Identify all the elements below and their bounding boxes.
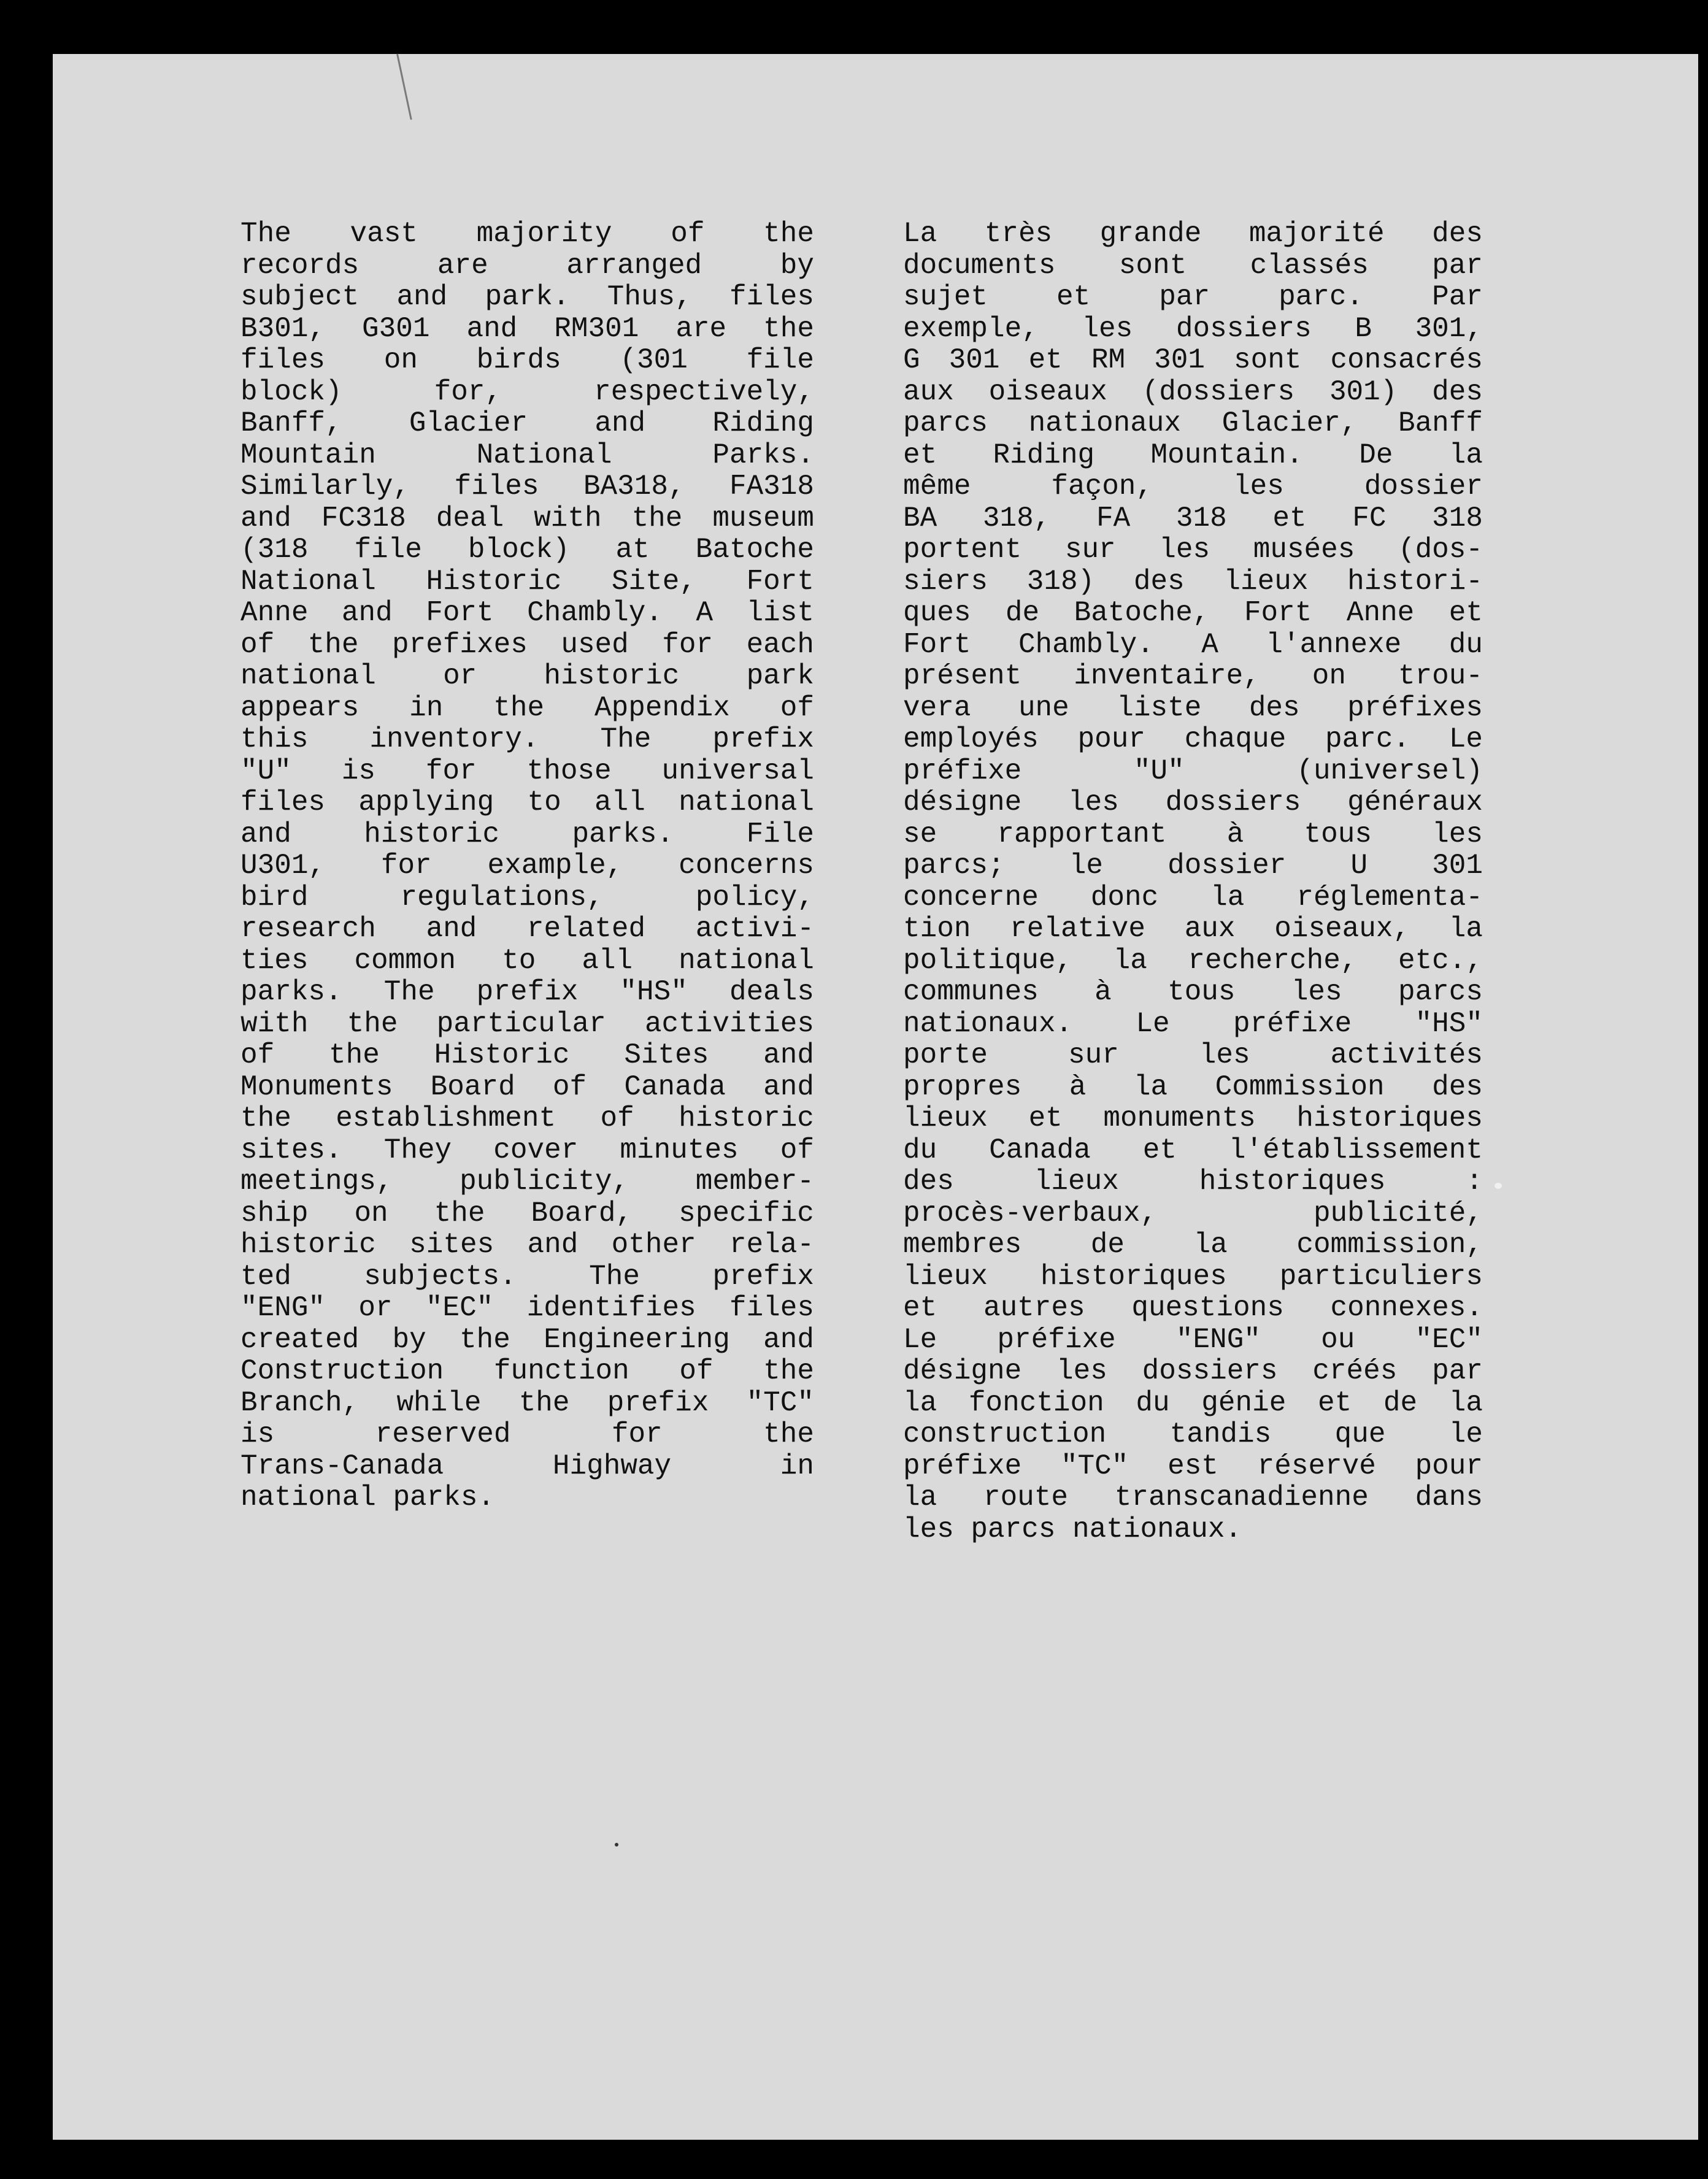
english-line: (318 file block) at Batoche	[240, 534, 814, 566]
french-line: des lieux historiques :	[903, 1166, 1483, 1197]
english-line: Mountain National Parks.	[240, 439, 814, 471]
english-line: "ENG" or "EC" identifies files	[240, 1292, 814, 1324]
english-line: and FC318 deal with the museum	[240, 502, 814, 534]
english-line: Branch, while the prefix "TC"	[240, 1386, 814, 1419]
english-line: with the particular activities	[240, 1007, 814, 1040]
english-line: this inventory. The prefix	[240, 723, 814, 755]
english-line: national or historic park	[240, 660, 814, 692]
french-line: la fonction du génie et de la	[903, 1386, 1483, 1419]
french-line: et Riding Mountain. De la	[903, 439, 1483, 471]
english-line: Monuments Board of Canada and	[240, 1070, 814, 1103]
french-line: procès-verbaux, publicité,	[903, 1197, 1483, 1229]
french-line: membres de la commission,	[903, 1229, 1483, 1261]
dust-speck	[615, 1843, 618, 1847]
french-line: tion relative aux oiseaux, la	[903, 913, 1483, 945]
english-line: research and related activi-	[240, 913, 814, 945]
english-line: U301, for example, concerns	[240, 850, 814, 882]
french-line: préfixe "U" (universel)	[903, 755, 1483, 787]
french-line: désigne les dossiers créés par	[903, 1355, 1483, 1387]
french-line: et autres questions connexes.	[903, 1292, 1483, 1324]
french-line: parcs; le dossier U 301	[903, 850, 1483, 882]
french-line: G 301 et RM 301 sont consacrés	[903, 344, 1483, 376]
english-line: of the prefixes used for each	[240, 628, 814, 661]
french-line: Le préfixe "ENG" ou "EC"	[903, 1323, 1483, 1356]
french-line: communes à tous les parcs	[903, 976, 1483, 1008]
english-line: ted subjects. The prefix	[240, 1260, 814, 1293]
english-line: records are arranged by	[240, 249, 814, 282]
french-line: les parcs nationaux.	[903, 1513, 1242, 1545]
french-line: siers 318) des lieux histori-	[903, 565, 1483, 598]
english-line: national parks.	[240, 1481, 495, 1513]
english-line: Banff, Glacier and Riding	[240, 407, 814, 439]
french-line: Fort Chambly. A l'annexe du	[903, 628, 1483, 661]
english-column	[240, 218, 814, 1514]
french-column	[903, 218, 1483, 1545]
french-line: désigne les dossiers généraux	[903, 786, 1483, 818]
dust-speck	[1494, 1183, 1502, 1189]
english-line: files applying to all national	[240, 786, 814, 818]
scan-artifact-line	[396, 53, 412, 120]
french-line: concerne donc la réglementa-	[903, 881, 1483, 913]
french-line: nationaux. Le préfixe "HS"	[903, 1007, 1483, 1040]
english-line: the establishment of historic	[240, 1102, 814, 1134]
english-line: created by the Engineering and	[240, 1323, 814, 1356]
french-line: aux oiseaux (dossiers 301) des	[903, 375, 1483, 408]
french-line: du Canada et l'établissement	[903, 1134, 1483, 1166]
french-line: propres à la Commission des	[903, 1070, 1483, 1103]
english-line: block) for, respectively,	[240, 375, 814, 408]
english-line: Anne and Fort Chambly. A list	[240, 597, 814, 629]
english-line: Construction function of the	[240, 1355, 814, 1387]
english-line: bird regulations, policy,	[240, 881, 814, 913]
french-line: porte sur les activités	[903, 1039, 1483, 1071]
english-line: is reserved for the	[240, 1418, 814, 1450]
english-line: "U" is for those universal	[240, 755, 814, 787]
french-line: construction tandis que le	[903, 1418, 1483, 1450]
french-line: sujet et par parc. Par	[903, 281, 1483, 313]
french-line: BA 318, FA 318 et FC 318	[903, 502, 1483, 534]
english-line: B301, G301 and RM301 are the	[240, 312, 814, 345]
french-line: La très grande majorité des	[903, 218, 1483, 250]
english-line: meetings, publicity, member-	[240, 1166, 814, 1197]
french-line: même façon, les dossier	[903, 471, 1483, 502]
french-line: lieux et monuments historiques	[903, 1102, 1483, 1134]
english-line: ties common to all national	[240, 944, 814, 977]
english-line: appears in the Appendix of	[240, 691, 814, 724]
french-line: la route transcanadienne dans	[903, 1481, 1483, 1513]
english-line: Similarly, files BA318, FA318	[240, 471, 814, 502]
document-page	[53, 54, 1698, 2140]
english-line: subject and park. Thus, files	[240, 281, 814, 313]
french-line: ques de Batoche, Fort Anne et	[903, 597, 1483, 629]
french-line: exemple, les dossiers B 301,	[903, 312, 1483, 345]
english-line: The vast majority of the	[240, 218, 814, 250]
english-line: Trans-Canada Highway in	[240, 1450, 814, 1482]
french-line: politique, la recherche, etc.,	[903, 944, 1483, 977]
english-line: National Historic Site, Fort	[240, 565, 814, 598]
french-line: documents sont classés par	[903, 249, 1483, 282]
french-line: préfixe "TC" est réservé pour	[903, 1450, 1483, 1482]
french-line: présent inventaire, on trou-	[903, 660, 1483, 692]
french-line: vera une liste des préfixes	[903, 691, 1483, 724]
english-line: parks. The prefix "HS" deals	[240, 976, 814, 1008]
french-line: lieux historiques particuliers	[903, 1260, 1483, 1293]
english-line: and historic parks. File	[240, 818, 814, 850]
english-line: files on birds (301 file	[240, 344, 814, 376]
english-line: historic sites and other rela-	[240, 1229, 814, 1261]
french-line: employés pour chaque parc. Le	[903, 723, 1483, 755]
english-line: of the Historic Sites and	[240, 1039, 814, 1071]
french-line: portent sur les musées (dos-	[903, 534, 1483, 566]
french-line: se rapportant à tous les	[903, 818, 1483, 850]
english-line: sites. They cover minutes of	[240, 1134, 814, 1166]
french-line: parcs nationaux Glacier, Banff	[903, 407, 1483, 439]
english-line: ship on the Board, specific	[240, 1197, 814, 1229]
